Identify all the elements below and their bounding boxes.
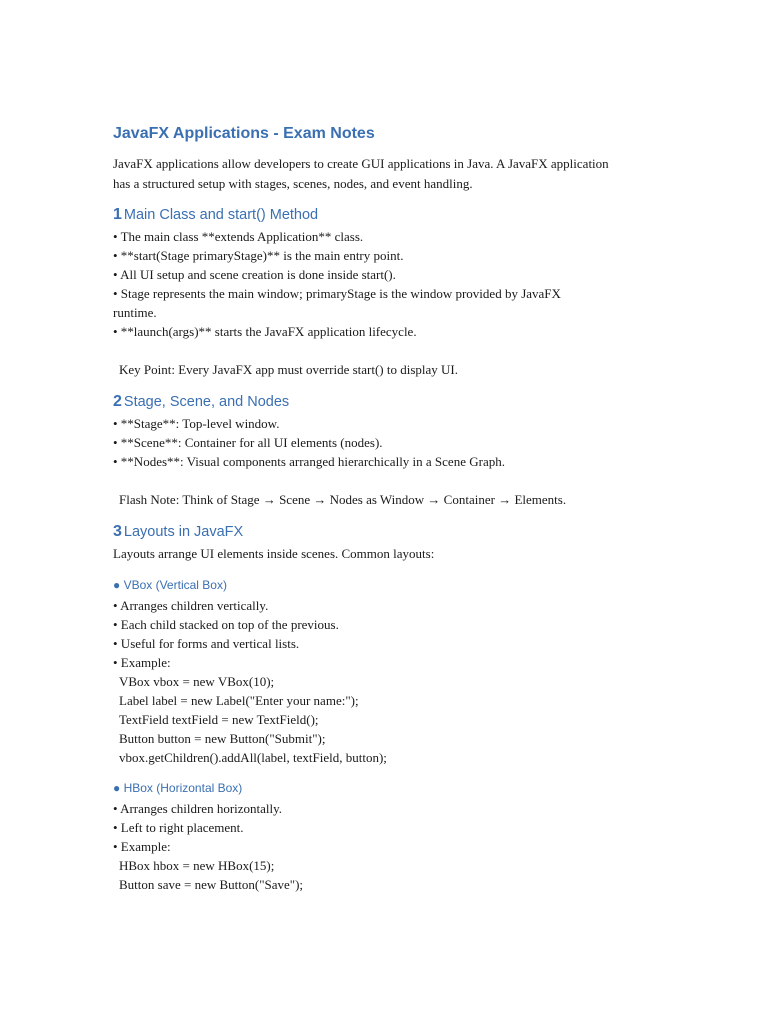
section-number: 2: [113, 393, 122, 410]
list-item: • Arranges children horizontally.: [113, 801, 283, 816]
bullet-list: [113, 596, 673, 672]
key-point-note: Key Point: Every JavaFX app must override start() to display UI.: [119, 362, 459, 377]
section-heading-text: Main Class and start() Method: [123, 207, 319, 223]
section-number: 1: [113, 206, 122, 223]
code-block-hbox: [113, 856, 673, 894]
code-line: Button button = new Button("Submit");: [119, 731, 326, 746]
bullet-list: [113, 799, 673, 856]
subheading-vbox: ● VBox (Vertical Box): [113, 578, 227, 592]
section-number: 3: [113, 523, 122, 540]
code-block-vbox: [113, 672, 673, 767]
code-line: HBox hbox = new HBox(15);: [119, 858, 275, 873]
intro-line: JavaFX applications allow developers to create GUI applications in Java. A JavaFX application: [113, 156, 609, 171]
section-heading-stage-scene-nodes: [113, 392, 673, 412]
section-heading-layouts: [113, 522, 673, 542]
document-page: [113, 123, 673, 894]
list-item: • **launch(args)** starts the JavaFX application lifecycle.: [113, 324, 417, 339]
list-item: • **start(Stage primaryStage)** is the main entry point.: [113, 248, 404, 263]
list-item: • The main class **extends Application** class.: [113, 229, 364, 244]
code-line: vbox.getChildren().addAll(label, textField, button);: [119, 750, 387, 765]
bullet-list: [113, 414, 673, 471]
section-heading-main-class: [113, 205, 673, 225]
list-item: • Example:: [113, 655, 171, 670]
list-item: • Each child stacked on top of the previous.: [113, 617, 339, 632]
subheading-hbox: ● HBox (Horizontal Box): [113, 781, 243, 795]
list-item: • Arranges children vertically.: [113, 598, 269, 613]
document-title: JavaFX Applications - Exam Notes: [113, 125, 375, 142]
flash-note: Flash Note: Think of Stage → Scene → Nodes as Window → Container → Elements.: [119, 492, 567, 507]
list-item: • **Scene**: Container for all UI elements (nodes).: [113, 435, 383, 450]
list-item: • **Nodes**: Visual components arranged hierarchically in a Scene Graph.: [113, 454, 505, 469]
code-line: Label label = new Label("Enter your name:");: [119, 693, 359, 708]
section-heading-text: Stage, Scene, and Nodes: [123, 394, 290, 410]
bullet-list: [113, 227, 673, 341]
list-item: • Stage represents the main window; primaryStage is the window provided by JavaFX: [113, 286, 561, 301]
layouts-intro: Layouts arrange UI elements inside scenes. Common layouts:: [113, 546, 435, 561]
code-line: TextField textField = new TextField();: [119, 712, 319, 727]
code-line: VBox vbox = new VBox(10);: [119, 674, 275, 689]
section-heading-text: Layouts in JavaFX: [123, 524, 244, 540]
intro-line: has a structured setup with stages, scenes, nodes, and event handling.: [113, 176, 473, 191]
list-item: runtime.: [113, 305, 157, 320]
list-item: • Left to right placement.: [113, 820, 244, 835]
list-item: • All UI setup and scene creation is done inside start().: [113, 267, 396, 282]
list-item: • Useful for forms and vertical lists.: [113, 636, 300, 651]
list-item: • Example:: [113, 839, 171, 854]
code-line: Button save = new Button("Save");: [119, 877, 304, 892]
list-item: • **Stage**: Top-level window.: [113, 416, 280, 431]
